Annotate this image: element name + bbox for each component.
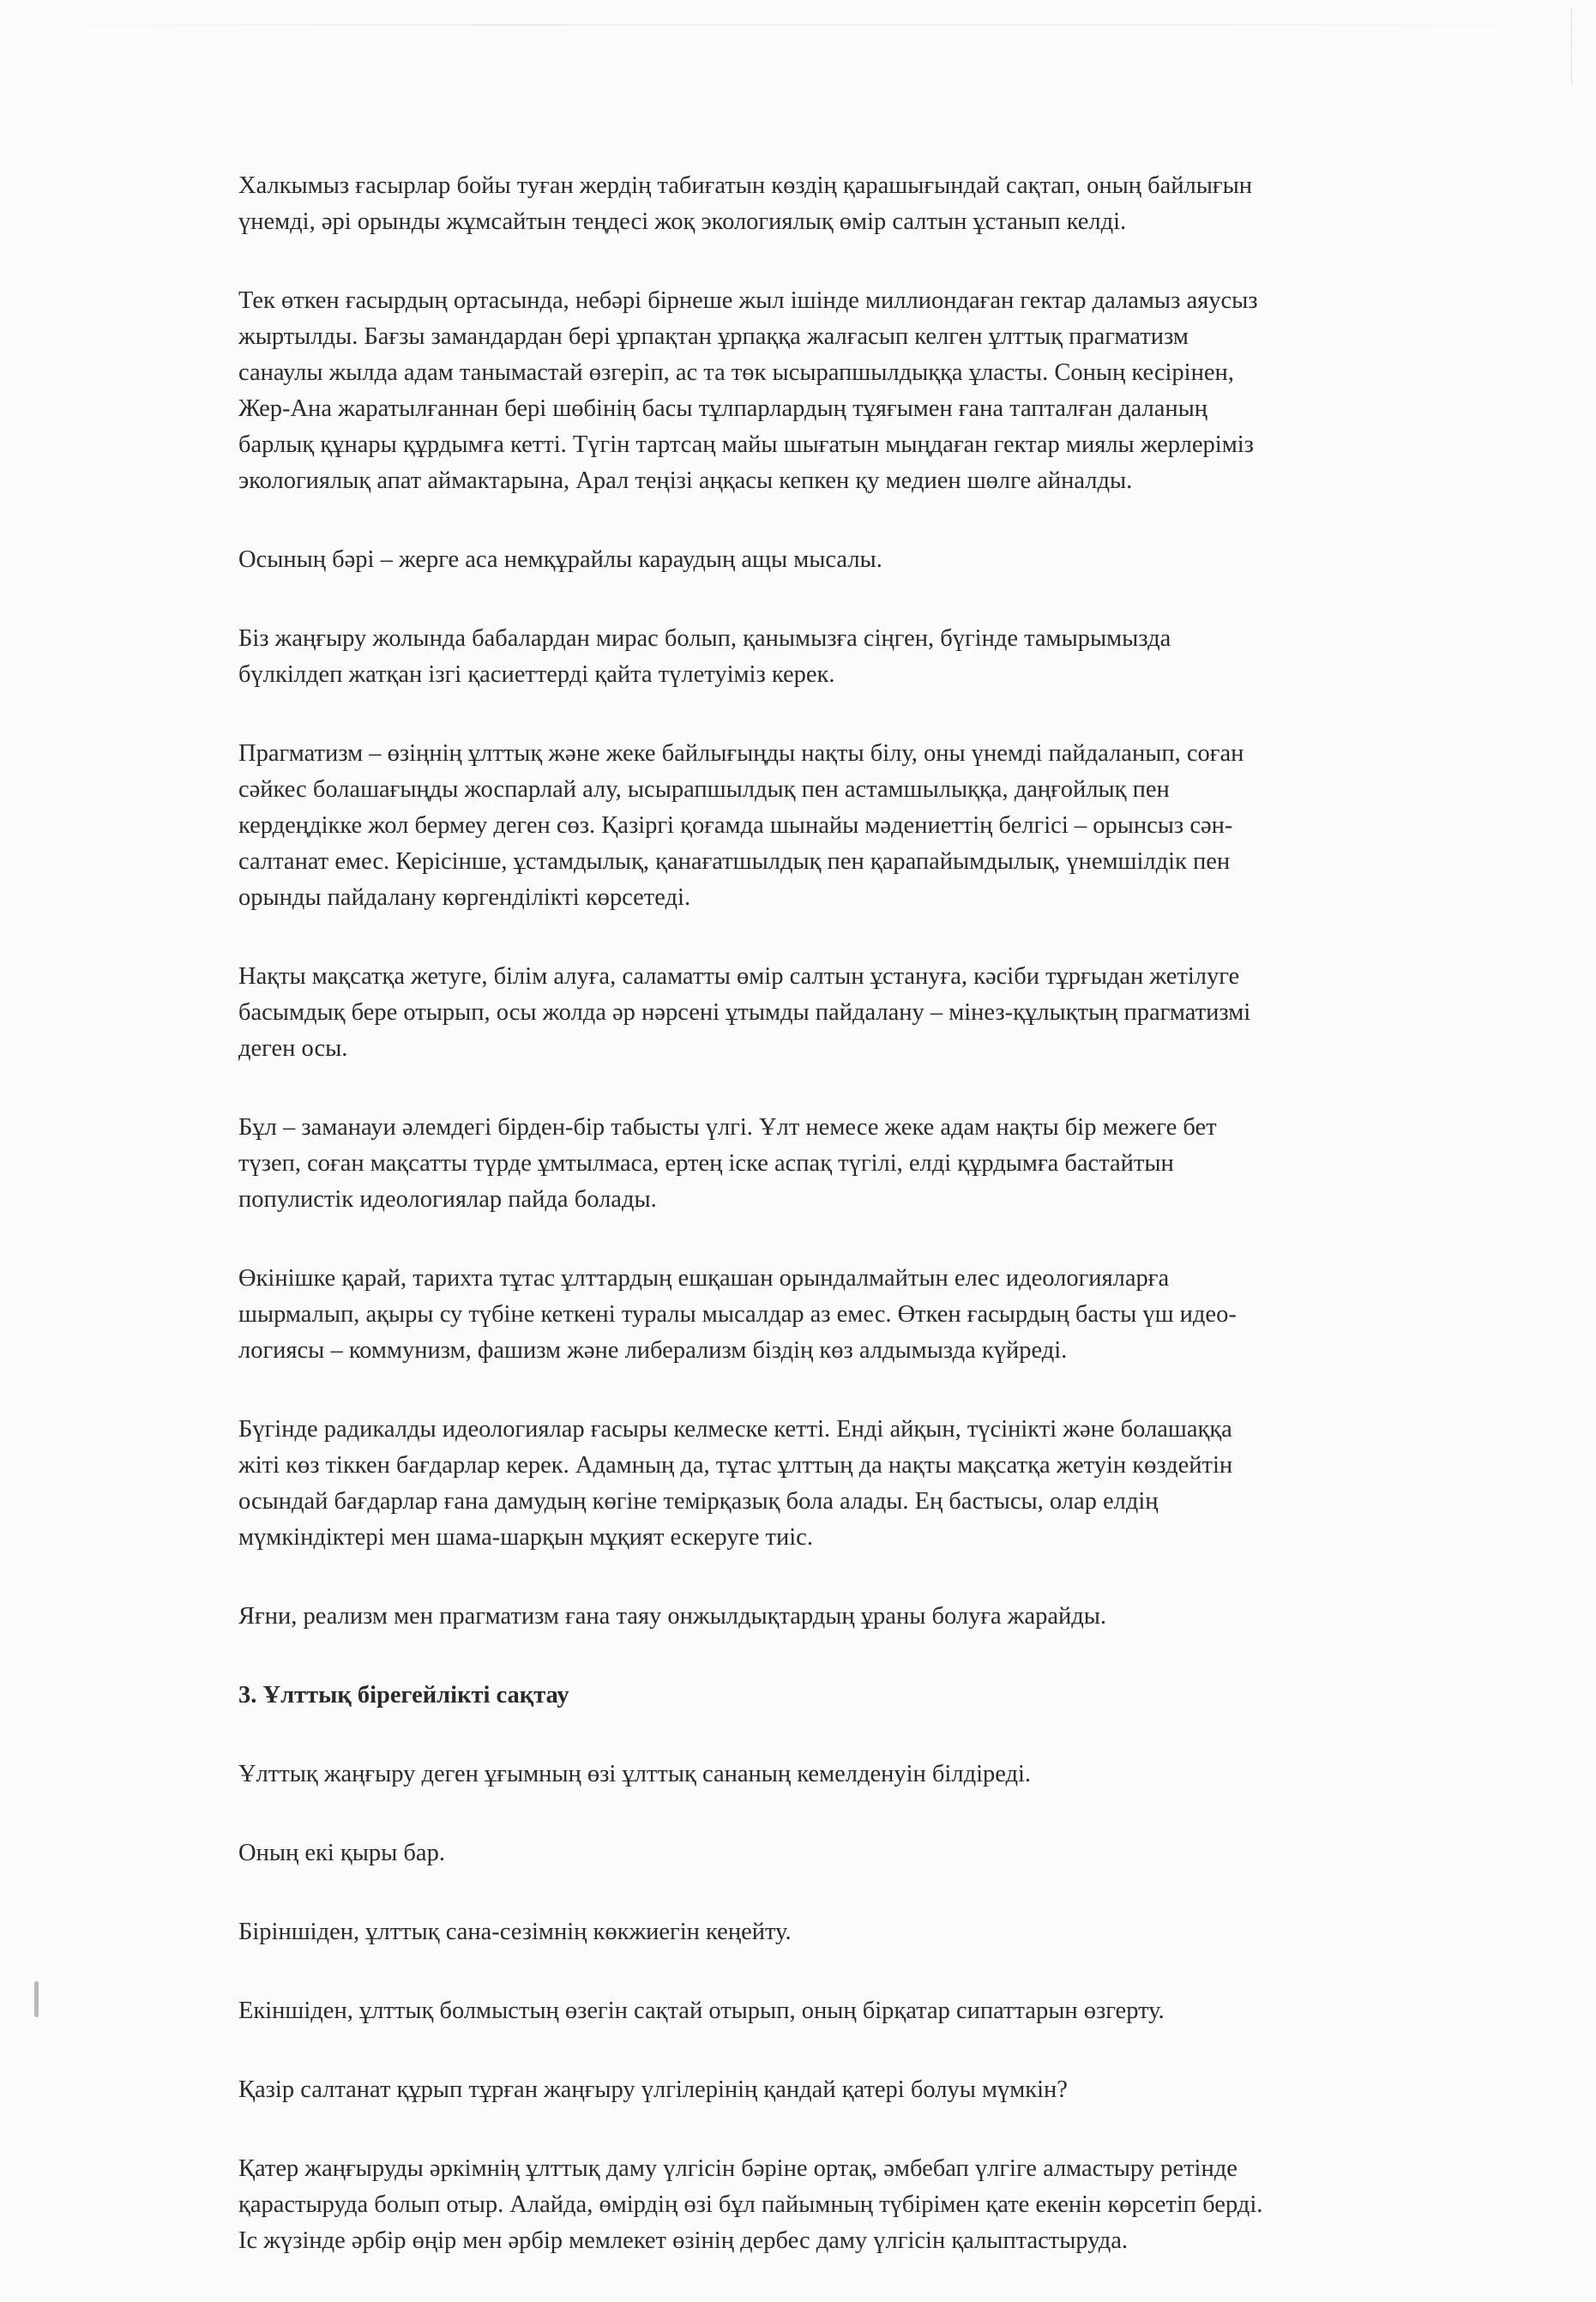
text-line: популистік идеологиялар пайда болады. — [238, 1186, 657, 1213]
text-line: орынды пайдалану көргенділікті көрсетеді. — [238, 884, 691, 911]
paragraph — [238, 1261, 1443, 1369]
paragraph — [238, 1757, 1443, 1793]
section-heading — [238, 1678, 1443, 1714]
paragraph — [238, 1914, 1443, 1950]
text-line: Нақты мақсатқа жетуге, білім алуға, саламатты өмір салтын ұстануға, кәсіби тұрғыдан жетілуге — [238, 963, 1240, 990]
text-line: санаулы жылда адам танымастай өзгеріп, ас та төк ысырапшылдыққа ұласты. Соның кесірінен, — [238, 359, 1234, 386]
text-line: мүмкіндіктері мен шама-шарқын мұқият ескеруге тиіс. — [238, 1524, 813, 1551]
paragraph — [238, 621, 1443, 693]
paragraph — [238, 168, 1443, 240]
text-line: үнемді, әрі орынды жұмсайтын теңдесі жоқ экологиялық өмір салтын ұстанып келді. — [238, 208, 1127, 235]
paragraph — [238, 1835, 1443, 1871]
paragraph — [238, 1110, 1443, 1218]
text-line: сәйкес болашағыңды жоспарлай алу, ысырапшылдық пен астамшылыққа, даңғойлық пен — [238, 776, 1170, 803]
text-line: осындай бағдарлар ғана дамудың көгіне темірқазық бола алады. Ең бастысы, олар елдің — [238, 1488, 1159, 1515]
text-line: 3. Ұлттық бірегейлікті сақтау — [238, 1682, 569, 1708]
text-line: логиясы – коммунизм, фашизм және либерализм біздің көз алдымызда күйреді. — [238, 1337, 1068, 1364]
text-line: жыртылды. Бағзы замандардан бері ұрпақтан ұрпаққа жалғасып келген ұлттық прагматизм — [238, 323, 1189, 350]
paragraph — [238, 2151, 1443, 2259]
text-line: Қазір салтанат құрып тұрған жаңғыру үлгілерінің қандай қатері болуы мүмкін? — [238, 2076, 1068, 2103]
scan-edge-shadow — [0, 24, 1596, 26]
text-line: жіті көз тіккен бағдарлар керек. Адамның да, тұтас ұлттың да нақты мақсатқа жетуін көздейтін — [238, 1452, 1233, 1479]
paragraph — [238, 1993, 1443, 2029]
text-line: Прагматизм – өзіңнің ұлттық және жеке байлығыңды нақты білу, оны үнемді пайдаланып, соған — [238, 740, 1244, 767]
text-line: Ұлттық жаңғыру деген ұғымның өзі ұлттық сананың кемелденуін білдіреді. — [238, 1761, 1032, 1787]
text-line: кердеңдікке жол бермеу деген сөз. Қазіргі қоғамда шынайы мәдениеттің белгісі – орынсыз сән- — [238, 812, 1233, 839]
text-line: барлық құнары құрдымға кетті. Түгін тартсаң майы шығатын мыңдаған гектар миялы жерлеріміз — [238, 431, 1254, 458]
text-line: Халкымыз ғасырлар бойы туған жердің табиғатын көздің қарашығындай сақтап, оның байлығын — [238, 172, 1252, 199]
text-line: Біріншіден, ұлттық сана-сезімнің көкжиегін кеңейту. — [238, 1919, 792, 1945]
text-line: Яғни, реализм мен прагматизм ғана таяу онжылдықтардың ұраны болуға жарайды. — [238, 1603, 1107, 1630]
text-line: Оның екі қыры бар. — [238, 1840, 445, 1866]
text-line: түзеп, соған мақсатты түрде ұмтылмаса, ертең іске аспақ түгілі, елді құрдымға бастайтын — [238, 1150, 1174, 1177]
paragraph — [238, 736, 1443, 916]
text-line: Іс жүзінде әрбір өңір мен әрбір мемлекет өзінің дербес даму үлгісін қалыптастыруда. — [238, 2227, 1129, 2254]
text-line: Қатер жаңғыруды әркімнің ұлттық даму үлгісін бәріне ортақ, әмбебап үлгіге алмастыру ретінде — [238, 2155, 1238, 2182]
paragraph — [238, 542, 1443, 578]
document-body — [238, 168, 1443, 2302]
text-line: Бүгінде радикалды идеологиялар ғасыры келмеске кетті. Енді айқын, түсінікті және болашаққа — [238, 1416, 1232, 1443]
paragraph — [238, 2072, 1443, 2108]
text-line: деген осы. — [238, 1035, 348, 1062]
text-line: Біз жаңғыру жолында бабалардан мирас болып, қанымызға сіңген, бүгінде тамырымызда — [238, 625, 1171, 652]
binding-punch-mark — [34, 1981, 39, 2017]
text-line: Өкінішке қарай, тарихта тұтас ұлттардың ешқашан орындалмайтын елес идеологияларға — [238, 1265, 1170, 1292]
paragraph — [238, 959, 1443, 1067]
paragraph — [238, 283, 1443, 499]
text-line: басымдық бере отырып, осы жолда әр нәрсені ұтымды пайдалану – мінез-құлықтың прагматизмі — [238, 999, 1251, 1026]
text-line: экологиялық апат аймактарына, Арал теңізі аңқасы кепкен қу медиен шөлге айналды. — [238, 467, 1133, 494]
text-line: Екіншіден, ұлттық болмыстың өзегін сақтай отырып, оның бірқатар сипаттарын өзгерту. — [238, 1998, 1165, 2024]
text-line: Жер-Ана жаратылғаннан бері шөбінің басы тұлпарлардың тұяғымен ғана тапталған даланың — [238, 395, 1208, 422]
text-line: Бұл – заманауи әлемдегі бірден-бір табысты үлгі. Ұлт немесе жеке адам нақты бір межеге бет — [238, 1114, 1217, 1141]
text-line: қарастыруда болып отыр. Алайда, өмірдің өзі бұл пайымның түбірімен қате екенін көрсетіп берді. — [238, 2191, 1263, 2218]
paragraph — [238, 1412, 1443, 1556]
paragraph — [238, 1599, 1443, 1635]
text-line: салтанат емес. Керісінше, ұстамдылық, қанағатшылдық пен қарапайымдылық, үнемшілдік пен — [238, 848, 1231, 875]
text-line: Тек өткен ғасырдың ортасында, небәрі бірнеше жыл ішінде миллиондаған гектар даламыз аяусыз — [238, 287, 1258, 314]
text-line: бүлкілдеп жатқан ізгі қасиеттерді қайта түлетуіміз керек. — [238, 661, 835, 688]
scan-edge-mark — [1563, 9, 1572, 86]
text-line: Осының бәрі – жерге аса немқұрайлы караудың ащы мысалы. — [238, 546, 882, 573]
text-line: шырмалып, ақыры су түбіне кеткені туралы мысалдар аз емес. Өткен ғасырдың басты үш идео- — [238, 1301, 1237, 1328]
